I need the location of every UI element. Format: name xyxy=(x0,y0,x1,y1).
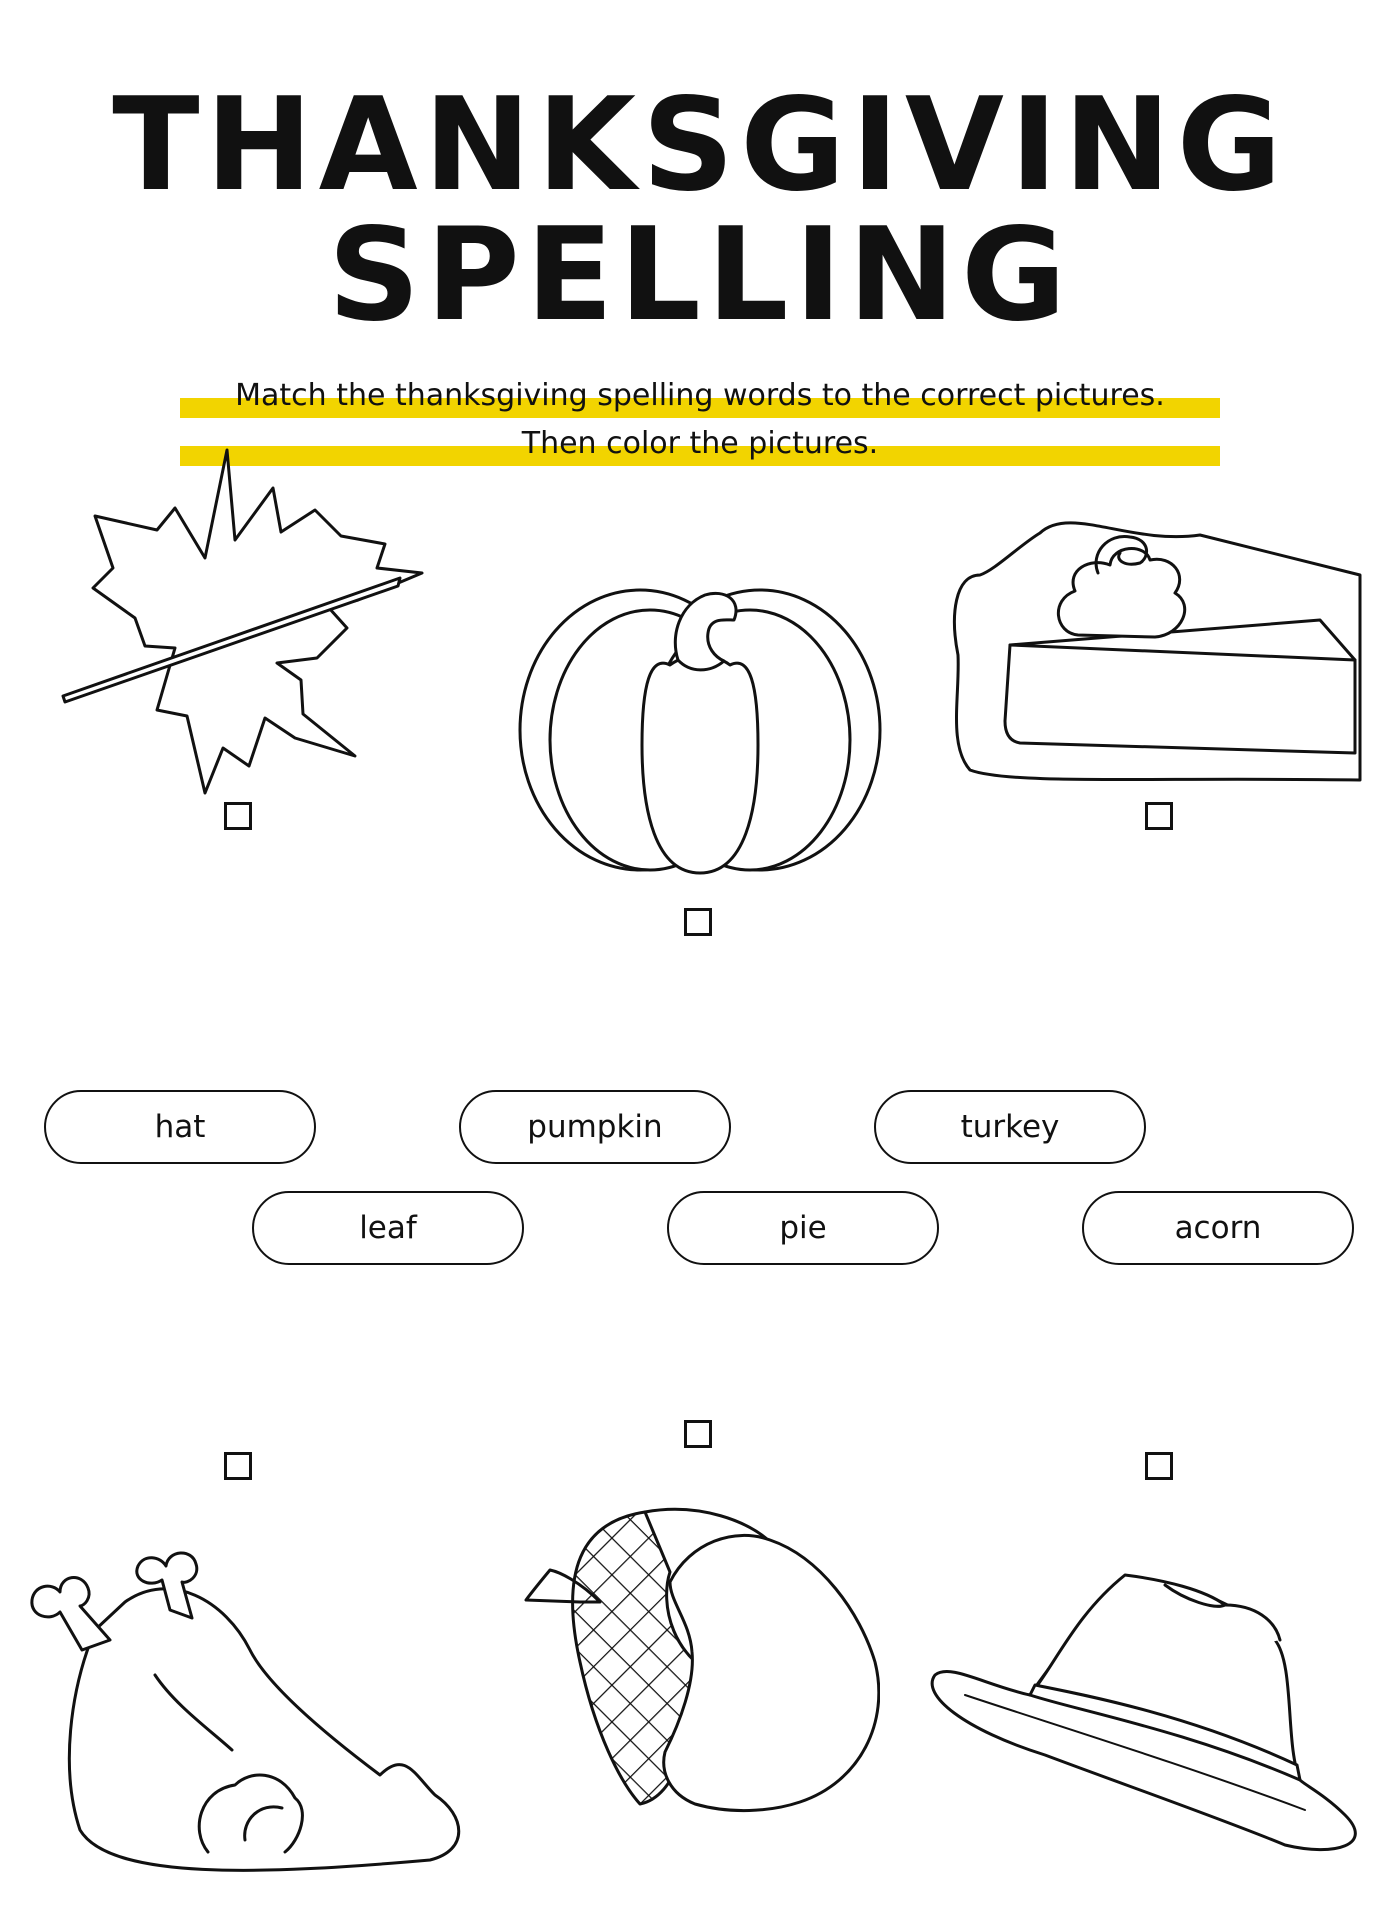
leaf-icon xyxy=(55,448,425,798)
word-pill-turkey[interactable]: turkey xyxy=(874,1090,1146,1164)
instruction-line-2: Then color the pictures. xyxy=(521,426,879,461)
pumpkin-checkbox[interactable] xyxy=(684,908,712,936)
word-pill-hat[interactable]: hat xyxy=(44,1090,316,1164)
pie-icon xyxy=(950,495,1370,790)
acorn-icon xyxy=(520,1482,880,1817)
acorn-checkbox[interactable] xyxy=(684,1420,712,1448)
pie-checkbox[interactable] xyxy=(1145,802,1173,830)
pumpkin-icon xyxy=(510,575,890,880)
turkey-icon xyxy=(10,1540,470,1885)
hat-checkbox[interactable] xyxy=(1145,1452,1173,1480)
hat-icon xyxy=(925,1545,1375,1855)
word-pill-leaf[interactable]: leaf xyxy=(252,1191,524,1265)
leaf-checkbox[interactable] xyxy=(224,802,252,830)
word-pill-pumpkin[interactable]: pumpkin xyxy=(459,1090,731,1164)
word-pill-pie[interactable]: pie xyxy=(667,1191,939,1265)
instruction-line-1: Match the thanksgiving spelling words to the correct pictures. xyxy=(235,378,1165,413)
word-pill-acorn[interactable]: acorn xyxy=(1082,1191,1354,1265)
title-line-1: THANKSGIVING xyxy=(112,71,1288,220)
title-line-2: SPELLING xyxy=(327,201,1073,350)
turkey-checkbox[interactable] xyxy=(224,1452,252,1480)
